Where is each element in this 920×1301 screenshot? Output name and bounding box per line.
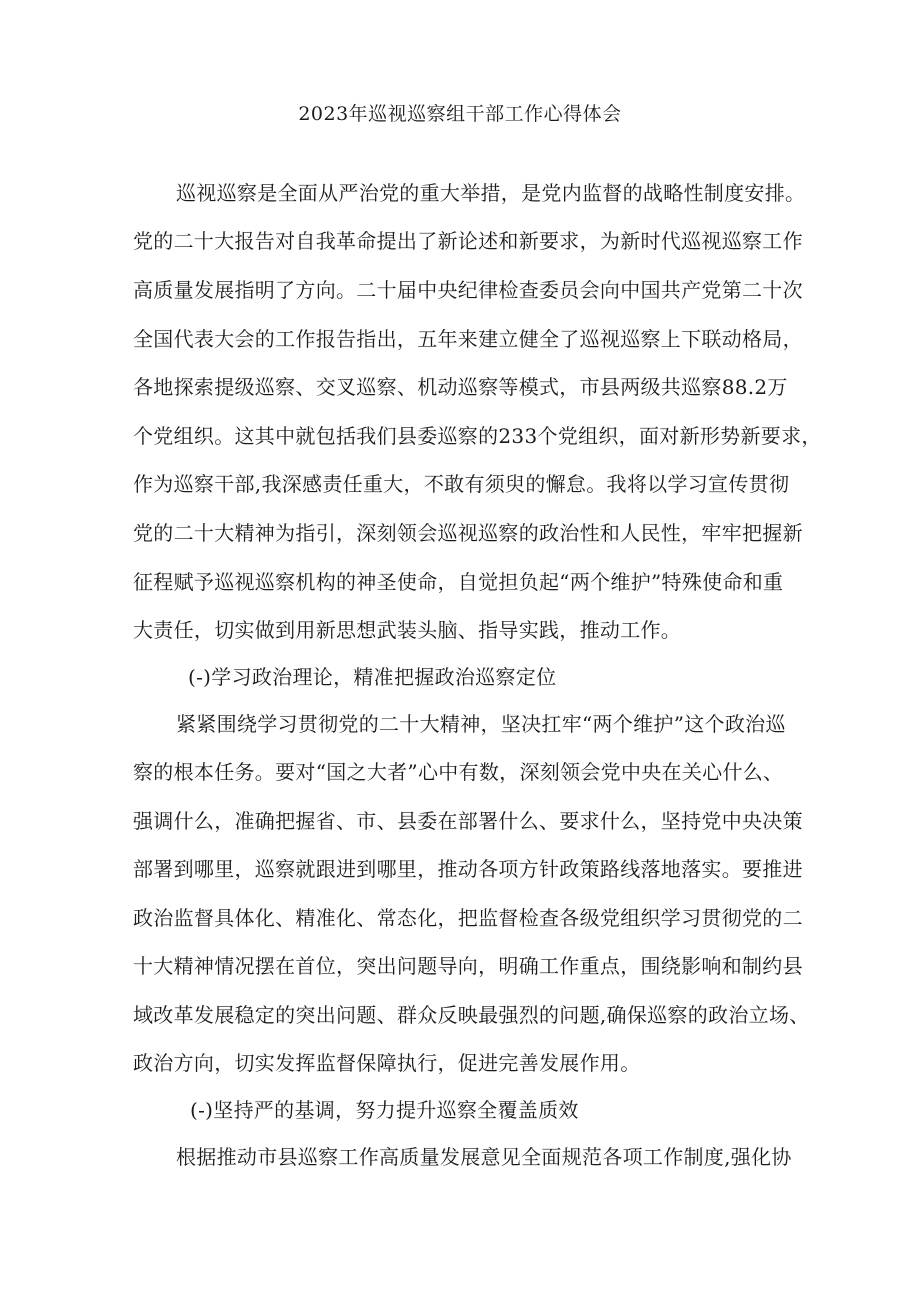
paragraph-line: 大责任，切实做到用新思想武装头脑、指导实践，推动工作。 [133,618,682,642]
paragraph-line: 全国代表大会的工作报告指出，五年来建立健全了巡视巡察上下联动格局， [133,327,803,351]
section-heading: (-)学习政治理论，精准把握政治巡察定位 [188,665,557,689]
paragraph-line: 党的二十大精神为指引，深刻领会巡视巡察的政治性和人民性，牢牢把握新 [133,521,803,545]
paragraph-line: 作为巡察干部,我深感责任重大，不敢有须臾的懈怠。我将以学习宣传贯彻 [133,472,790,496]
paragraph-line: 部署到哪里，巡察就跟进到哪里，推动各项方针政策路线落地落实。要推进 [133,857,803,881]
paragraph-line: 紧紧围绕学习贯彻党的二十大精神，坚决扛牢“两个维护”这个政治巡 [176,712,786,736]
paragraph-line: 高质量发展指明了方向。二十届中央纪律检查委员会向中国共产党第二十次 [133,278,803,302]
paragraph-line: 党的二十大报告对自我革命提出了新论述和新要求，为新时代巡视巡察工作 [133,229,803,253]
paragraph-line: 个党组织。这其中就包括我们县委巡察的233个党组织，面对新形势新要求， [133,424,822,448]
paragraph-line: 域改革发展稳定的突出问题、群众反映最强烈的问题,确保巡察的政治立场、 [133,1003,810,1027]
paragraph-line: 各地探索提级巡察、交叉巡察、机动巡察等模式，市县两级共巡察88.2万 [133,375,788,399]
paragraph-line: 根据推动市县巡察工作高质量发展意见全面规范各项工作制度,强化协 [176,1145,792,1169]
paragraph-line: 强调什么，准确把握省、市、县委在部署什么、要求什么，坚持党中央决策 [133,809,803,833]
document-title: 2023年巡视巡察组干部工作心得体会 [298,103,622,125]
section-heading: (-)坚持严的基调，努力提升巡察全覆盖质效 [190,1098,579,1122]
paragraph-line: 征程赋予巡视巡察机构的神圣使命，自觉担负起“两个维护”特殊使命和重 [133,570,784,594]
paragraph-line: 政治监督具体化、精准化、常态化，把监督检查各级党组织学习贯彻党的二 [133,906,803,930]
paragraph-line: 政治方向，切实发挥监督保障执行，促进完善发展作用。 [133,1051,641,1075]
paragraph-line: 察的根本任务。要对“国之大者”心中有数，深刻领会党中央在关心什么、 [133,760,784,784]
paragraph-line: 巡视巡察是全面从严治党的重大举措，是党内监督的战略性制度安排。 [176,181,806,205]
paragraph-line: 十大精神情况摆在首位，突出问题导向，明确工作重点，围绕影响和制约县 [133,954,803,978]
